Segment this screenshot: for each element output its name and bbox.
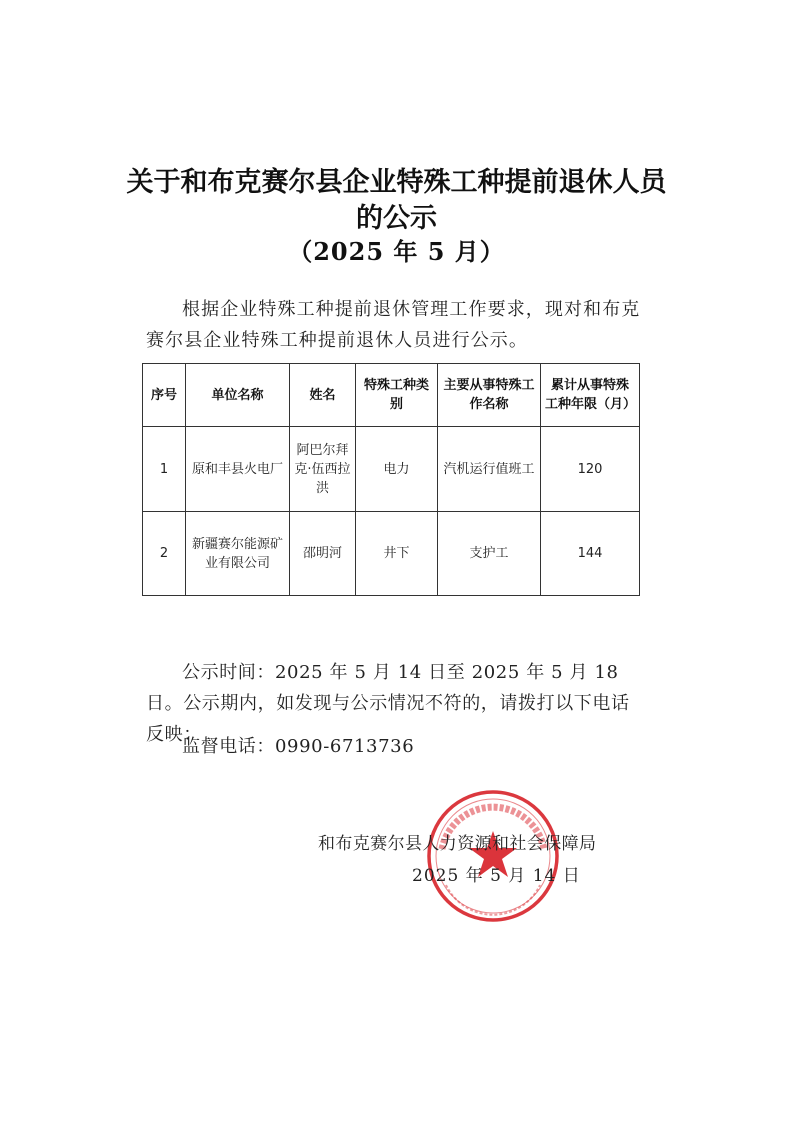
cell-type: 井下 (356, 512, 438, 596)
title-line-3: （2025 年 5 月） (288, 237, 505, 266)
intro-paragraph: 根据企业特殊工种提前退休管理工作要求，现对和布克赛尔县企业特殊工种提前退休人员进行公示。 (146, 299, 641, 351)
col-header-name: 姓名 (290, 364, 356, 427)
table-row (143, 427, 640, 512)
cell-type: 电力 (356, 427, 438, 512)
cell-index: 1 (143, 427, 186, 512)
col-header-unit: 单位名称 (186, 364, 290, 427)
signature-date: 2025 年 5 月 14 日 (412, 866, 581, 886)
cell-index: 2 (143, 512, 186, 596)
title-line-2: 的公示 (356, 203, 437, 234)
col-header-index: 序号 (143, 364, 186, 427)
cell-job: 汽机运行值班工 (438, 427, 541, 512)
table-row (143, 512, 640, 596)
cell-name: 阿巴尔拜克·伍西拉洪 (290, 427, 356, 512)
cell-unit: 新疆赛尔能源矿业有限公司 (186, 512, 290, 596)
title-line-1: 关于和布克赛尔县企业特殊工种提前退休人员 (126, 167, 667, 198)
col-header-months: 累计从事特殊工种年限（月） (541, 364, 640, 427)
signature-org: 和布克赛尔县人力资源和社会保障局 (318, 834, 597, 854)
cell-unit: 原和丰县火电厂 (186, 427, 290, 512)
col-header-type: 特殊工种类别 (356, 364, 438, 427)
table-header-row (143, 364, 640, 427)
phone-line: 监督电话：0990-6713736 (182, 736, 415, 757)
cell-job: 支护工 (438, 512, 541, 596)
cell-name: 邵明河 (290, 512, 356, 596)
cell-months: 144 (541, 512, 640, 596)
notice-paragraph: 公示时间：2025 年 5 月 14 日至 2025 年 5 月 18 日。公示期内，如发现与公示情况不符的，请拨打以下电话反映： (146, 662, 630, 745)
col-header-job: 主要从事特殊工作名称 (438, 364, 541, 427)
cell-months: 120 (541, 427, 640, 512)
retiree-table (142, 363, 640, 596)
official-seal-icon (424, 787, 562, 925)
